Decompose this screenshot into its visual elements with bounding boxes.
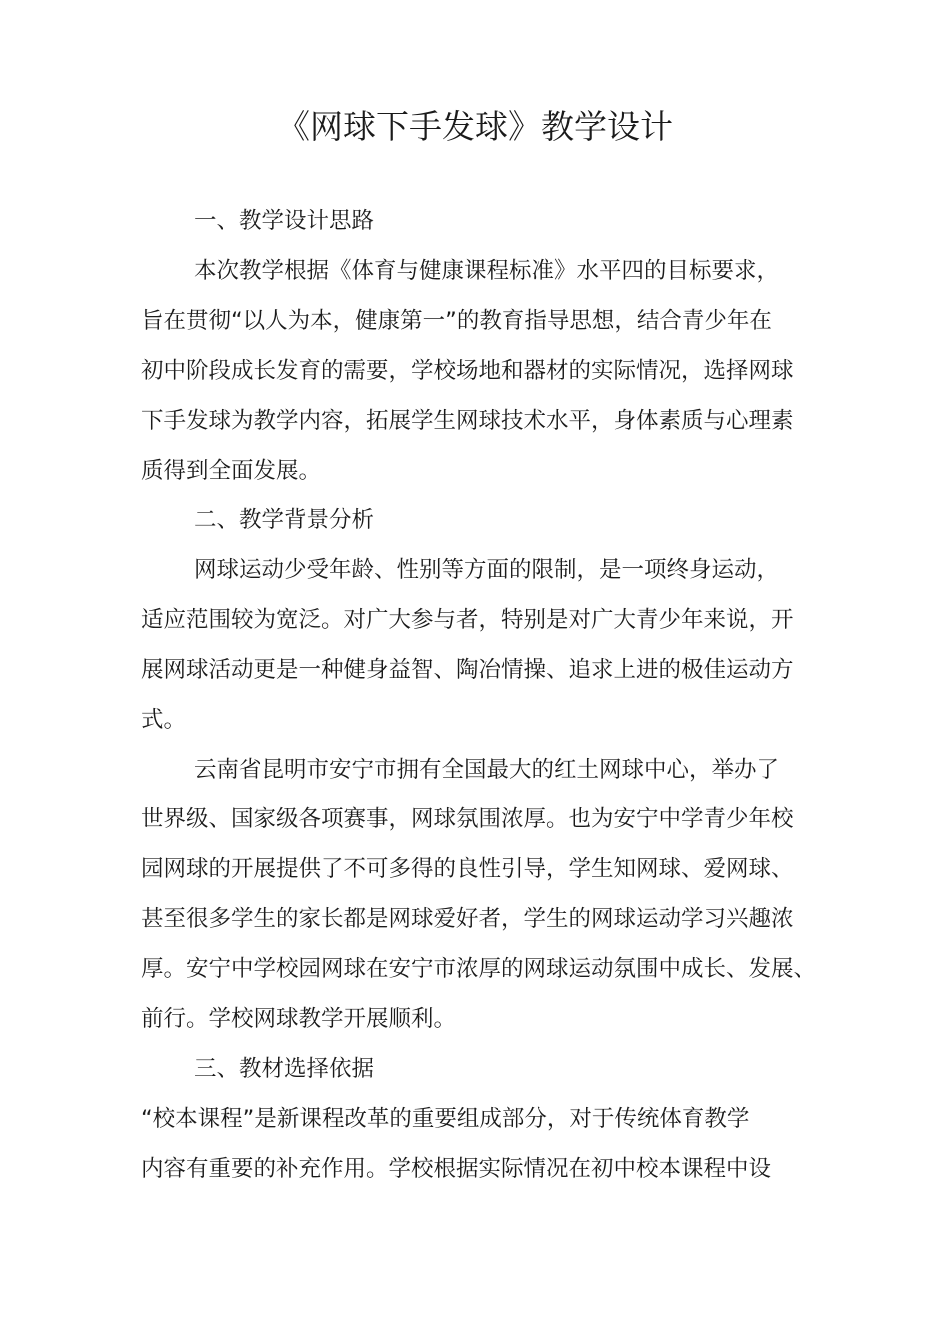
paragraph-line: 下手发球为教学内容，拓展学生网球技术水平，身体素质与心理素 [141,408,794,434]
paragraph-line: 厚。安宁中学校园网球在安宁市浓厚的网球运动氛围中成长、发展、 [141,956,817,982]
paragraph-line: 展网球活动更是一种健身益智、陶冶情操、追求上进的极佳运动方 [141,657,794,683]
paragraph-line: “校本课程”是新课程改革的重要组成部分，对于传统体育教学 [141,1106,750,1132]
section-heading-1: 一、教学设计思路 [194,208,375,234]
paragraph-line: 旨在贯彻“以人为本，健康第一”的教育指导思想，结合青少年在 [141,308,772,334]
paragraph-line: 前行。学校网球教学开展顺利。 [141,1006,457,1032]
paragraph-line: 世界级、国家级各项赛事，网球氛围浓厚。也为安宁中学青少年校 [141,806,794,832]
section-heading-3: 三、教材选择依据 [194,1056,375,1082]
paragraph-line: 式。 [141,707,187,733]
paragraph-line: 初中阶段成长发育的需要，学校场地和器材的实际情况，选择网球 [141,358,794,384]
paragraph-line: 园网球的开展提供了不可多得的良性引导，学生知网球、爱网球、 [141,856,794,882]
paragraph-line: 甚至很多学生的家长都是网球爱好者，学生的网球运动学习兴趣浓 [141,906,794,932]
section-heading-2: 二、教学背景分析 [194,507,375,533]
paragraph-line: 本次教学根据《体育与健康课程标准》水平四的目标要求， [194,258,780,284]
paragraph-line: 网球运动少受年龄、性别等方面的限制，是一项终身运动， [194,557,780,583]
paragraph-line: 质得到全面发展。 [141,458,322,484]
paragraph-line: 内容有重要的补充作用。学校根据实际情况在初中校本课程中设 [141,1156,772,1182]
paragraph-line: 云南省昆明市安宁市拥有全国最大的红土网球中心，举办了 [194,757,780,783]
paragraph-line: 适应范围较为宽泛。对广大参与者，特别是对广大青少年来说，开 [141,607,794,633]
document-title: 《网球下手发球》教学设计 [277,107,673,146]
